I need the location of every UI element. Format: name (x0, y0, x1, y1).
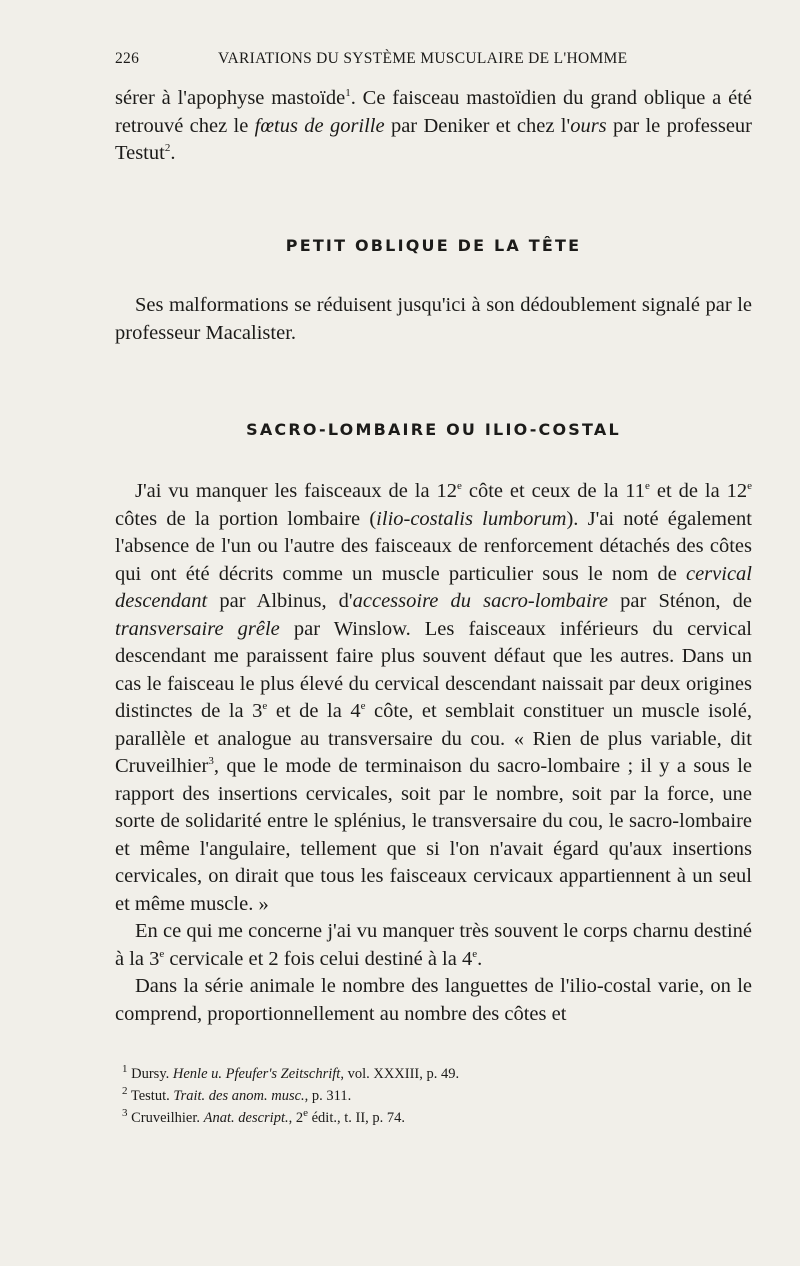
footnote-1: $^1$ Dursy. Henle u. Pfeufer's Zeitschrift, vol. XXXIII, p. 49. (122, 1063, 460, 1082)
sacro-lombaire-paragraph-3: Dans la série animale le nombre des languettes de l'ilio-costal varie, on le comprend, proportionnellement au nombre des côtes et (115, 975, 752, 1025)
sacro-lombaire-body (115, 478, 752, 1028)
footnote-ref: 1 (345, 87, 351, 100)
footnotes (122, 1063, 742, 1129)
footnote-2: $^2$ Testut. Trait. des anom. musc., p. 311. (122, 1085, 352, 1104)
footnote-ref: 2 (164, 142, 171, 155)
footnote-3: $^3$ Cruveilhier. Anat. descript., 2e édit., t. II, p. 74. (122, 1107, 406, 1126)
running-title: VARIATIONS DU SYSTÈME MUSCULAIRE DE L'HOMME (218, 50, 628, 67)
section-heading-sacro-lombaire: SACRO-LOMBAIRE OU ILIO-COSTAL (246, 420, 621, 439)
intro-paragraph: sérer à l'apophyse mastoïde$^1$. Ce faisceau mastoïdien du grand oblique a été retrouvé chez le fœtus de gorille par Deniker et chez l'ours par le professeur Testut$^2$. (115, 87, 752, 164)
petit-oblique-paragraph: Ses malformations se réduisent jusqu'ici à son dédoublement signalé par le professeur Macalister. (115, 294, 752, 344)
petit-oblique-block (115, 292, 752, 347)
section-heading-petit-oblique: PETIT OBLIQUE DE LA TÊTE (285, 236, 582, 255)
intro-paragraph-block (115, 85, 752, 168)
footnote-ref: 3 (208, 755, 214, 768)
sacro-lombaire-paragraph-2: En ce qui me concerne j'ai vu manquer très souvent le corps charnu destiné à la 3e cervicale et 2 fois celui destiné à la 4e. (115, 920, 752, 970)
page-number: 226 (115, 50, 140, 67)
sacro-lombaire-paragraph-1: J'ai vu manquer les faisceaux de la 12e côte et ceux de la 11e et de la 12e côtes de la portion lombaire (ilio-costalis lumborum). J'ai noté également l'absence de l'un ou l'autre des faisceaux de renforcement détachés des côtes qui ont été décrits comme un muscle particulier sous le nom de cervical descendant par Albinus, d'accessoire du sacro-lombaire par Sténon, de transversaire grêle par Winslow. Les faisceaux inférieurs du cervical descendant me paraissent faire plus souvent défaut que les autres. Dans un cas le faisceau le plus élevé du cervical descendant naissait par deux origines distinctes de la 3e et de la 4e côte, et semblait constituer un muscle isolé, parallèle et analogue au transversaire du cou. « Rien de plus variable, dit Cruveilhier$^3$, que le mode de terminaison du sacro-lombaire ; il y a sous le rapport des insertions cervicales, soit par le nombre, soit par la force, une sorte de solidarité entre le splénius, le transversaire du cou, le sacro-lombaire et même l'angulaire, tellement que si l'on n'avait égard qu'aux insertions cervicales, on dirait que tous les faisceaux cervicaux appartiennent à un seul et même muscle. » (115, 480, 753, 915)
